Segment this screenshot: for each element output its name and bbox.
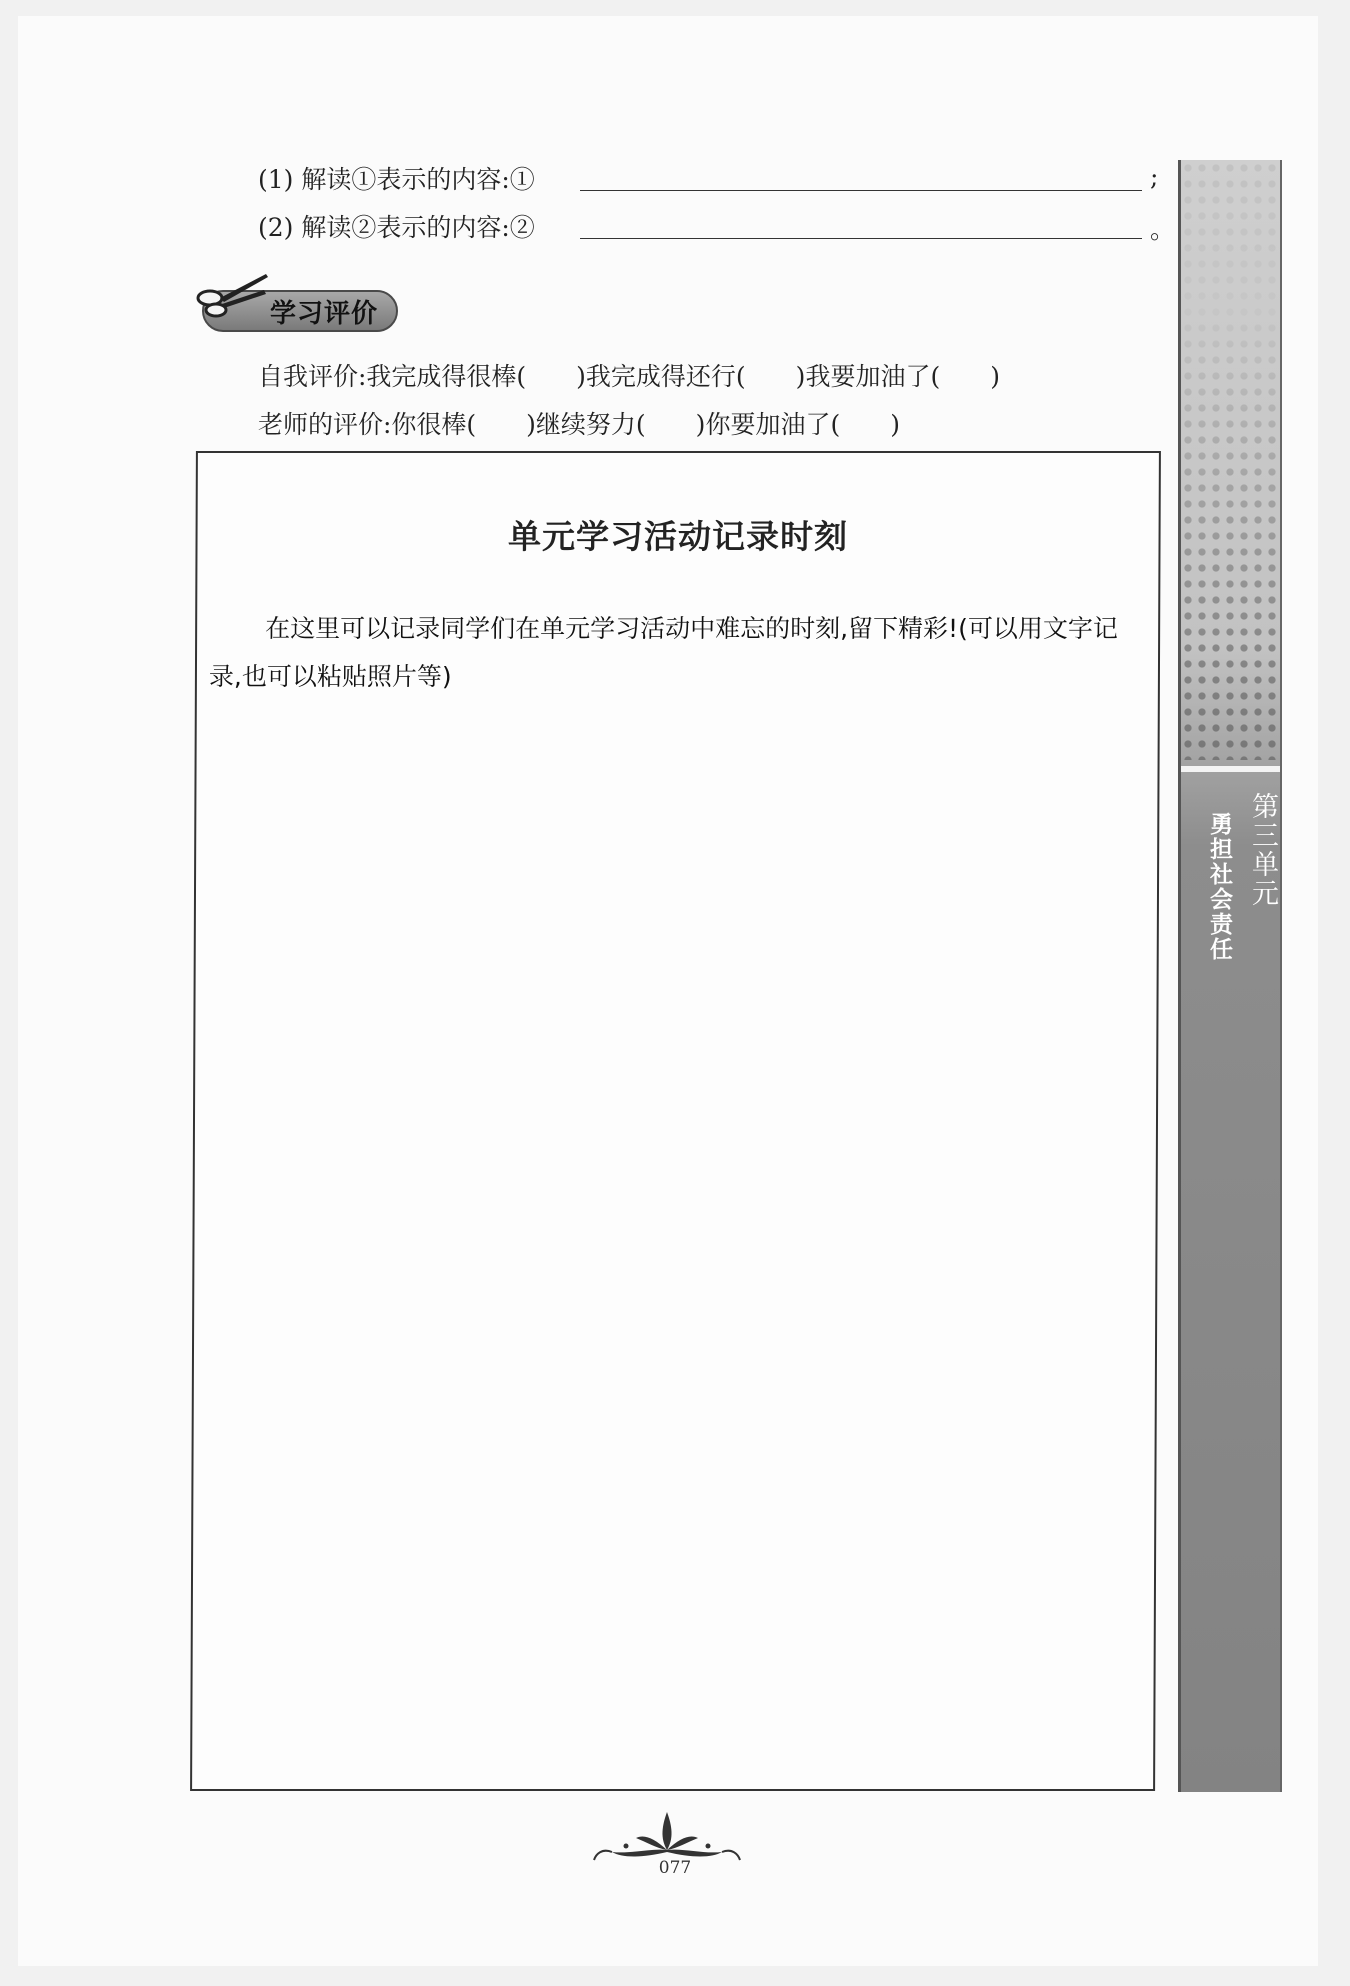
question-2 [258,208,1176,244]
unit-label: 第三单元 [1247,792,1278,908]
question-1-text: (1) 解读①表示的内容:① [258,165,535,194]
scissors-icon [194,268,274,318]
question-1 [258,160,1159,196]
unit-sidebar [1178,160,1282,1792]
halftone-pattern [1181,160,1280,760]
question-1-end: ; [1150,162,1159,191]
section-badge [194,268,404,332]
record-instructions: 在这里可以记录同学们在单元学习活动中难忘的时刻,留下精彩!(可以用文字记录,也可以粘贴照片等) [208,614,1118,691]
page-number: 077 [658,1858,692,1878]
self-evaluation: 自我评价:我完成得很棒( )我完成得还行( )我要加油了( ) [258,362,1000,391]
unit-theme: 勇担社会责任 [1206,812,1232,962]
sidebar-divider [1181,766,1280,772]
record-box[interactable] [190,451,1161,1791]
question-2-text: (2) 解读②表示的内容:② [258,213,535,242]
record-title: 单元学习活动记录时刻 [507,517,849,556]
answer-line-1[interactable] [580,190,1142,191]
question-2-end: 。 [1150,215,1176,244]
section-title: 学习评价 [270,299,379,329]
answer-line-2[interactable] [580,238,1142,239]
teacher-evaluation: 老师的评价:你很棒( )继续努力( )你要加油了( ) [258,410,900,439]
